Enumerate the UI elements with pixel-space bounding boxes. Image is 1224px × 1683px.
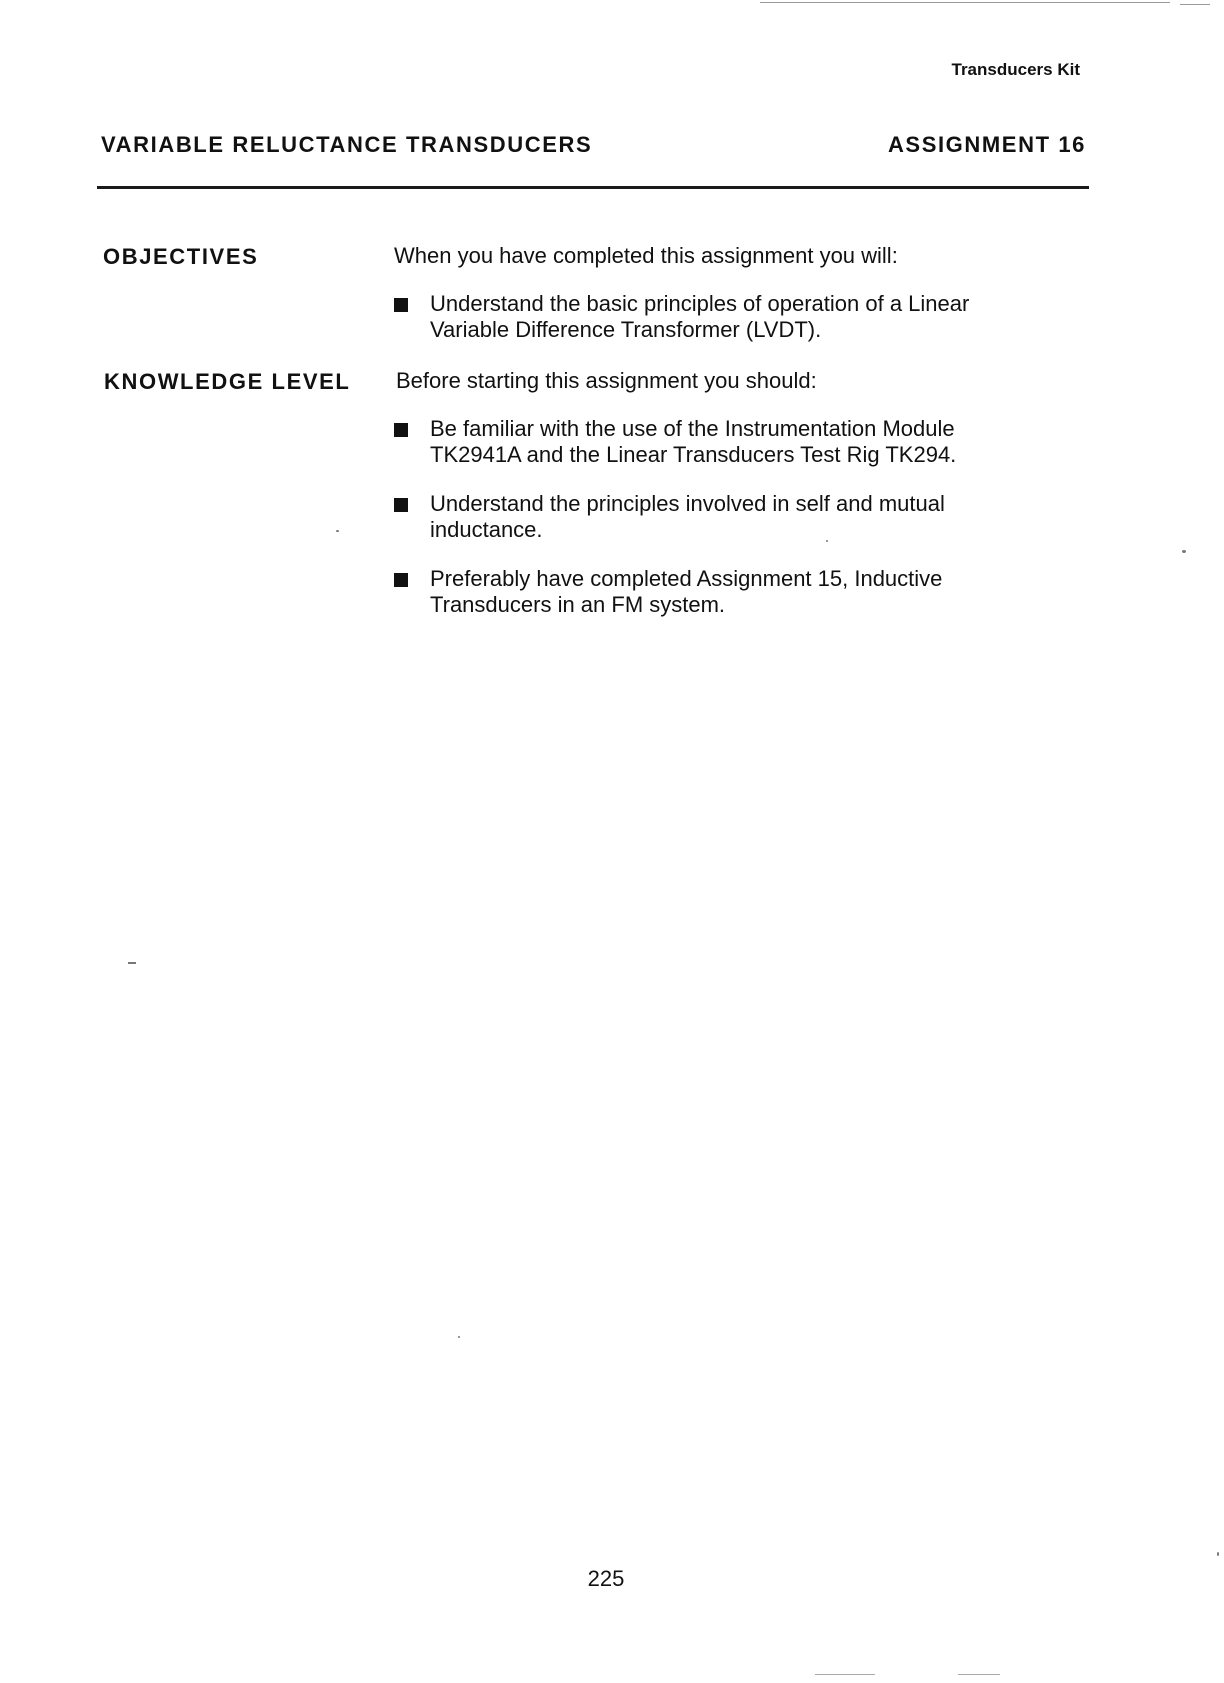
scan-speck	[1182, 550, 1186, 553]
knowledge-bullet-1	[394, 416, 1094, 468]
objectives-bullet-1	[394, 291, 1094, 343]
scan-speck	[128, 962, 136, 964]
bullet-line: Variable Difference Transformer (LVDT).	[430, 317, 822, 342]
document-title: VARIABLE RELUCTANCE TRANSDUCERS	[101, 132, 593, 157]
running-head: Transducers Kit	[951, 60, 1080, 79]
bullet-text	[430, 416, 1094, 468]
bullet-line: Understand the principles involved in self and mutual	[430, 491, 945, 516]
scan-top-line	[760, 2, 1170, 3]
title-rule	[97, 186, 1089, 189]
knowledge-level-label: KNOWLEDGE LEVEL	[104, 369, 351, 394]
objectives-intro: When you have completed this assignment you will:	[394, 243, 898, 268]
knowledge-bullet-2	[394, 491, 1094, 543]
page-number: 225	[587, 1566, 625, 1591]
bullet-line: Be familiar with the use of the Instrumentation Module	[430, 416, 955, 441]
assignment-number: ASSIGNMENT 16	[887, 132, 1086, 157]
scan-speck	[1217, 1552, 1219, 1556]
bullet-square-icon	[394, 423, 408, 437]
title-bar	[101, 132, 1086, 158]
bullet-line: Understand the basic principles of operation of a Linear	[430, 291, 970, 316]
bullet-line: TK2941A and the Linear Transducers Test Rig TK294.	[430, 442, 957, 467]
knowledge-bullet-3	[394, 566, 1094, 618]
scan-speck	[826, 540, 828, 542]
bullet-line: inductance.	[430, 517, 543, 542]
bullet-text	[430, 491, 1094, 543]
scan-top-line-short	[1180, 4, 1210, 5]
bullet-square-icon	[394, 298, 408, 312]
scan-speck	[336, 530, 339, 532]
scan-speck	[958, 1674, 1000, 1675]
knowledge-level-intro: Before starting this assignment you should:	[396, 368, 817, 393]
objectives-label: OBJECTIVES	[103, 244, 259, 269]
bullet-line: Preferably have completed Assignment 15, Inductive	[430, 566, 943, 591]
scan-speck	[458, 1336, 460, 1338]
bullet-square-icon	[394, 573, 408, 587]
bullet-square-icon	[394, 498, 408, 512]
bullet-text	[430, 291, 1094, 343]
scan-speck	[815, 1674, 875, 1675]
bullet-line: Transducers in an FM system.	[430, 592, 726, 617]
bullet-text	[430, 566, 1094, 618]
